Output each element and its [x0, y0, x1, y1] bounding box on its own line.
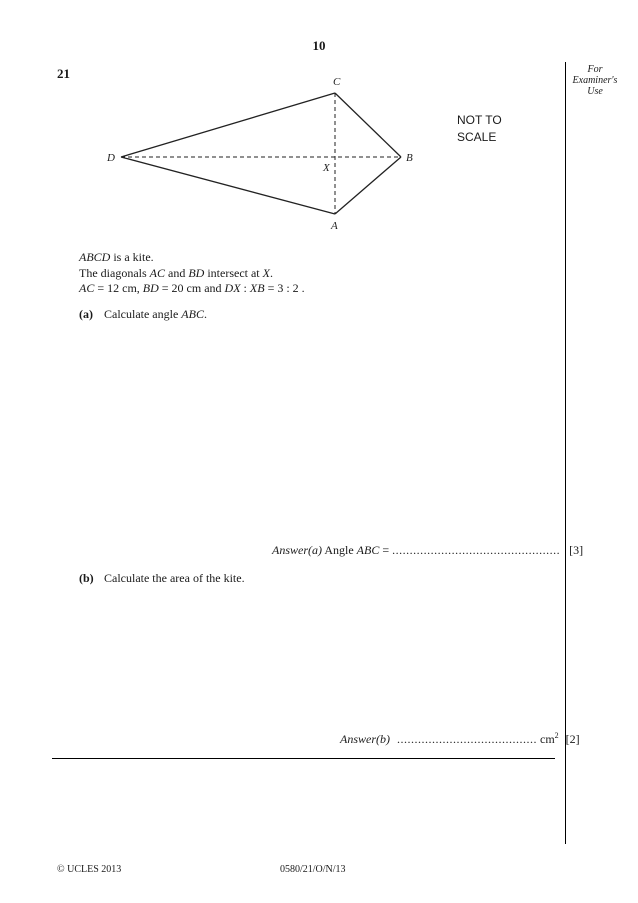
- part-a-answer-label: Answer(a): [272, 543, 322, 557]
- vertex-label-B: B: [406, 152, 413, 164]
- vertex-label-A: A: [331, 220, 338, 232]
- part-a-label: (a): [79, 307, 93, 321]
- stem-line-1: ABCD is a kite.: [79, 250, 154, 264]
- part-b-answer-field[interactable]: ........................................: [397, 732, 537, 746]
- side-BA: [335, 157, 401, 214]
- examiner-use-line-2: Examiner's: [572, 75, 618, 86]
- footer-copyright: © UCLES 2013: [57, 864, 122, 875]
- part-b-marks: [2]: [565, 732, 580, 746]
- stem-line-2: The diagonals AC and BD intersect at X.: [79, 265, 273, 280]
- part-a-answer-field[interactable]: ................................................: [392, 543, 561, 557]
- part-b-answer-label: Answer(b): [340, 732, 390, 746]
- part-b-answer-line: [340, 731, 580, 747]
- not-to-scale-line-1: NOT TO: [457, 113, 502, 127]
- part-b-label: (b): [79, 571, 94, 585]
- question-stem: [79, 250, 305, 297]
- vertex-label-D: D: [107, 152, 115, 164]
- question-number: 21: [57, 66, 70, 81]
- part-b-unit-power: 2: [554, 731, 559, 740]
- part-b-unit: cm: [540, 732, 555, 746]
- part-a-question: (a) Calculate angle ABC.: [79, 307, 207, 321]
- diagonals: [121, 93, 401, 214]
- examiner-use-line-1: For: [587, 64, 603, 75]
- part-b-question: (b) Calculate the area of the kite.: [79, 571, 245, 585]
- side-AD: [121, 157, 335, 214]
- part-a-answer-line: Answer(a) Angle ABC = ................................................ [3]: [272, 543, 584, 557]
- not-to-scale-line-2: SCALE: [457, 130, 497, 144]
- side-CB: [335, 93, 401, 157]
- vertex-label-X: X: [323, 162, 330, 174]
- footer-paper-code: 0580/21/O/N/13: [280, 864, 346, 875]
- kite-diagram: [0, 0, 638, 245]
- kite-outline: [121, 93, 401, 214]
- not-to-scale-note: [457, 112, 502, 146]
- part-a-marks: [3]: [569, 543, 584, 557]
- stem-line-3: AC = 12 cm, BD = 20 cm and DX : XB = 3 : 2 .: [79, 281, 305, 295]
- page-number: 10: [312, 38, 326, 53]
- vertex-label-C: C: [333, 76, 341, 88]
- examiner-use-line-3: Use: [587, 86, 603, 97]
- side-DC: [121, 93, 335, 157]
- section-divider: [52, 758, 555, 759]
